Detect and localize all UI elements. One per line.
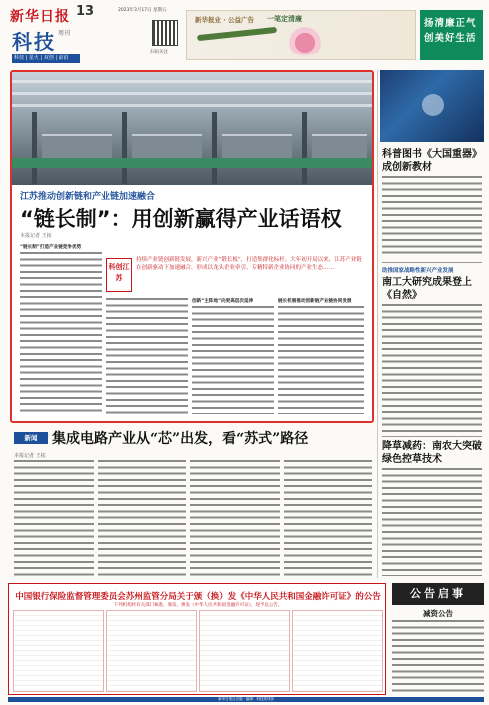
notice-cell (13, 610, 104, 692)
page-footer: 新华日报社出版 · 编辑：科技周刊部 (8, 697, 484, 702)
regulatory-notice (8, 583, 386, 695)
story-lead: 持续产业链创新链发展，新兴产业“锻长板”，打造集群化标杆。大年初开局以来，江苏产业链在创新驱动下加速融合，形成以龙头企业牵引、专精特新企业协同的产业生态…… (136, 257, 362, 271)
notice-grid (13, 610, 383, 692)
section-tags: 科技 | 星火 | 双创 | 前沿 (12, 54, 80, 63)
emblem-icon (422, 94, 444, 116)
slogan-box (420, 10, 483, 60)
subhead-2: 创新“主阵地”向更高层次延伸 (192, 299, 254, 304)
story-kicker: 江苏推动创新链和产业链加速融合 (20, 192, 156, 202)
notice-title: 中国银行保险监督管理委员会苏州监管分局关于颁（换）发《中华人民共和国金融许可证》的公告 (15, 592, 381, 602)
page-number: 13 (76, 4, 95, 19)
column-tag: 科创江苏 (106, 258, 132, 292)
side-headline-1[interactable]: 科普图书《大国重器》成创新教材 (382, 149, 482, 173)
ad-center-text: 一笔定清廉 (267, 15, 302, 23)
qr-code-icon[interactable] (152, 20, 178, 46)
story-byline: 本报记者 王拓 (20, 233, 52, 239)
side-separator (382, 436, 482, 437)
story-2-col-4 (284, 460, 372, 576)
featured-story[interactable] (10, 70, 374, 423)
side-body-3 (382, 468, 482, 576)
lotus-icon (283, 25, 327, 55)
notice-cell (292, 610, 383, 692)
column-body-3 (192, 306, 274, 414)
column-divider (377, 70, 378, 578)
paper-name: 新华日报 (10, 9, 70, 25)
side-kicker-2: 助推国家战略性新兴产业发展 (382, 268, 454, 274)
notice-subtitle: 下列机构经有关部门核准，颁发、换发《中华人民共和国金融许可证》，现予以公告。 (113, 603, 283, 608)
column-body-4 (278, 306, 364, 414)
column-body-1 (20, 252, 102, 412)
section-name: 科技 (12, 30, 56, 54)
announcement-body (392, 620, 484, 692)
factory-photo (12, 72, 372, 185)
story-tag: 新闻 (14, 432, 48, 444)
side-separator (382, 262, 482, 263)
side-body-1 (382, 176, 482, 258)
notice-cell (106, 610, 197, 692)
subhead-1: “链长制”打造产业链竞争优势 (20, 245, 82, 250)
story-2-col-1 (14, 460, 94, 576)
announcement-header: 公告启事 (392, 583, 484, 605)
ad-left-text: 新华报业 · 公益广告 (195, 16, 254, 24)
slogan-line-2: 创美好生活 (424, 33, 477, 44)
story-2-byline: 本报记者 王拓 (14, 453, 46, 459)
side-headline-2[interactable]: 南工大研究成果登上《自然》 (382, 277, 472, 301)
qr-caption: 扫码关注 (150, 50, 168, 55)
subhead-3: 链长机制推动创新链产业链协同发展 (278, 299, 352, 304)
slogan-line-1: 扬清廉正气 (424, 18, 477, 29)
story-2-col-2 (98, 460, 186, 576)
issue-date: 2023年3月17日 星期五 (118, 8, 167, 13)
side-headline-3[interactable]: 降草减药：南农大突破绿色控草技术 (382, 441, 482, 465)
story-2-col-3 (190, 460, 280, 576)
leaf-icon (197, 27, 277, 41)
masthead (6, 4, 483, 66)
story-2-headline[interactable]: 集成电路产业从“芯”出发，看“苏式”路径 (52, 431, 309, 447)
public-ad-banner (186, 10, 416, 60)
notice-cell (199, 610, 290, 692)
section-sub: 周刊 (58, 30, 71, 37)
story-headline[interactable]: “链长制”：用创新赢得产业话语权 (20, 207, 342, 231)
announcement-title: 减资公告 (423, 609, 453, 618)
book-cover-photo (380, 70, 484, 142)
side-body-2 (382, 304, 482, 432)
column-body-2 (106, 298, 188, 414)
